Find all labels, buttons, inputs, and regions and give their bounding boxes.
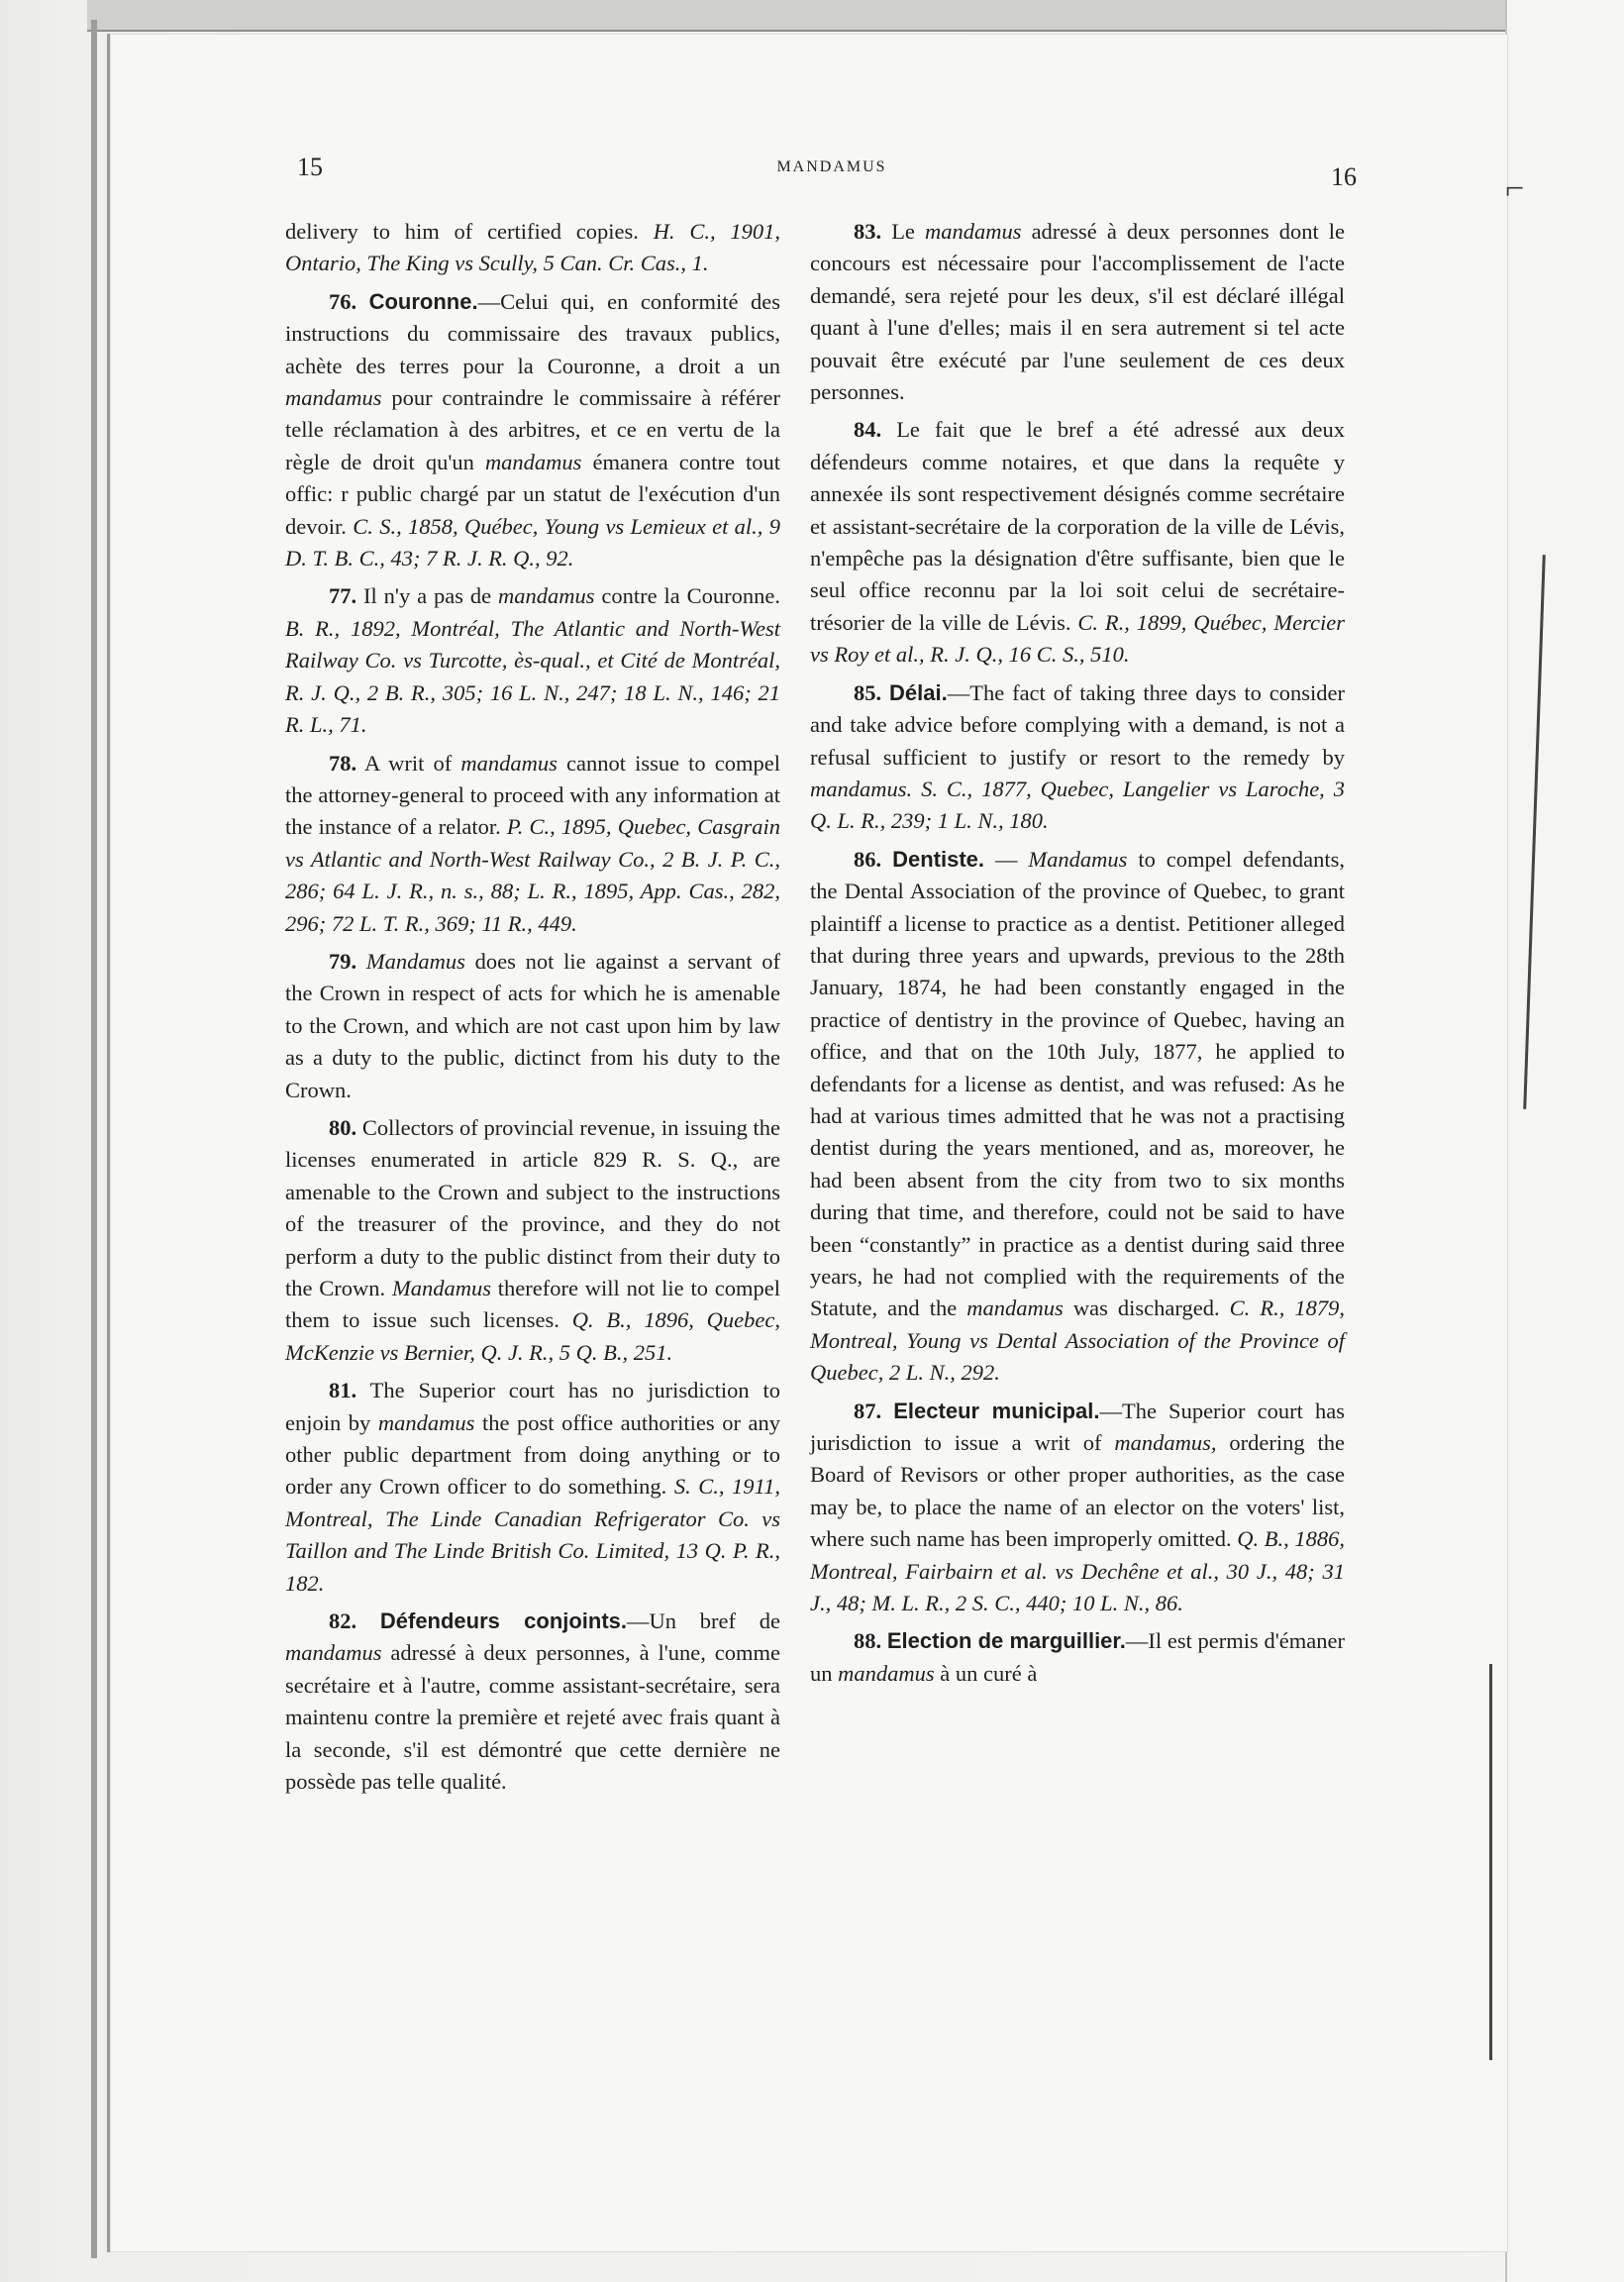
paragraph-text: —Il est permis d'émaner un [810,1628,1345,1686]
paragraph-title: Défendeurs conjoints. [379,1608,628,1634]
paragraph-text: Collectors of provincial revenue, in issuing the licenses enumerated in article 829 R. S. Q., are amenable to the Crown and subject to the instructions of the treasurer of the province, and they do not perform a duty to the public distinct from their duty to the Crown. [285,1114,781,1300]
emphasis: mandamus [377,1409,475,1435]
paragraph-81 [285,1375,780,1600]
citation: C. R., 1899, Québec, Mercier vs Roy et al., R. J. Q., 16 C. S., 510. [810,609,1346,668]
paragraph-text: pour contraindre le commissaire à référer telle réclamation à des arbitres, et ce en vertu de la règle de droit qu'un [285,385,780,474]
citation: H. C., 1901, Ontario, The King vs Scully, 5 Can. Cr. Cas., 1. [285,219,780,276]
paragraph-text: —Celui qui, en conformité des instructions du commissaire des travaux publics, achète des terres pour la Couronne, a droit a un [285,288,780,378]
emphasis: mandamus [497,583,595,609]
paragraph-83 [810,216,1345,408]
paragraph-text: was discharged. [1072,1296,1220,1321]
paragraph-text: Il n'y a pas de [363,583,492,609]
paragraph-number: 85. [854,679,882,705]
paragraph-text: ordering the Board of Revisors or other proper authorities, as the case may be, to place the name of an elector on the voters' list, where such name has been improperly omitted. [810,1430,1346,1552]
citation: C. S., 1858, Québec, Young vs Lemieux et al., 9 D. T. B. C., 43; 7 R. J. R. Q., 92. [285,513,780,571]
paragraph-number: 82. [329,1608,357,1634]
citation: Q. B., 1896, Quebec, McKenzie vs Bernier, Q. J. R., 5 Q. B., 251. [285,1307,780,1365]
paragraph-85 [810,677,1345,838]
scan-right-margin [1505,0,1624,2282]
paragraph-text: does not lie against a servant of the Crown in respect of acts for which he is amenable to the Crown, and which are not cast upon him by law as a duty to the public, dictinct from his duty to the Crown. [285,948,781,1102]
citation: P. C., 1895, Quebec, Casgrain vs Atlantic and North-West Railway Co., 2 B. J. P. C., 286; 64 L. J. R., n. s., 88; L. R., 1895, App. Cas., 282, 296; 72 L. T. R., 369; 11 R., 449. [285,814,780,936]
paragraph-text: Le [891,219,915,244]
emphasis: mandamus [966,1296,1064,1321]
paragraph-number: 86. [854,846,882,872]
scan-top-edge [87,0,1513,32]
page-number-left: 15 [297,153,323,181]
emphasis: mandamus [460,750,558,776]
running-head: MANDAMUS [776,158,887,175]
paragraph-text: contre la Couronne. [601,583,780,609]
paragraph-78 [285,748,780,940]
paragraph-text: Le fait que le bref a été adressé aux deux défendeurs comme notaires, et que dans la requête y annexée ils sont respectivement désignés comme secrétaire et assistant-secrétaire de la corporation de la ville de Lévis, n'empêche pas la désignation d'être suffisante, bien que le seul office reconnu par la loi soit celui de secrétaire-trésorier de la ville de Lévis. [810,417,1346,635]
margin-rule [1489,1664,1492,2060]
right-column [810,216,1345,1696]
paragraph-82 [285,1606,780,1798]
citation: Q. B., 1886, Montreal, Fairbairn et al. vs Dechêne et al., 30 J., 48; 31 J., 48; M. L. R., 2 S. C., 440; 10 L. N., 86. [810,1526,1345,1616]
paragraph-text: émanera contre tout offic: r public chargé par un statut de l'exécution d'un devoir. [285,449,780,539]
paragraph-number: 84. [854,417,882,443]
emphasis: mandamus. [810,776,913,801]
paragraph-number: 88. [854,1628,882,1654]
paragraph-title: Election de marguillier. [886,1628,1126,1654]
citation: S. C., 1911, Montreal, The Linde Canadian Refrigerator Co. vs Taillon and The Linde British Co. Limited, 13 Q. P. R., 182. [285,1474,780,1596]
emphasis: Mandamus [391,1276,491,1300]
paragraph-text: A writ of [364,750,453,776]
paragraph-title: Dentiste. [892,846,984,872]
emphasis: mandamus [285,1640,382,1666]
paragraph-title: Couronne. [368,288,478,314]
paragraph-text: —The fact of taking three days to consider and take advice before complying with a demand, is not a refusal sufficient to justify or resort to the remedy by [810,679,1345,770]
emphasis: mandamus [838,1660,935,1686]
emphasis: mandamus [484,449,582,474]
paragraph-text: delivery to him of certified copies. [285,219,639,244]
paragraph-text: —The Superior court has jurisdiction to issue a writ of [810,1398,1345,1456]
paragraph-dash: — [984,846,1029,872]
page-number-right: 16 [1331,162,1357,191]
page-binding-edge [91,20,97,2258]
paragraph-87 [810,1396,1345,1620]
paragraph-76 [285,286,780,575]
citation: S. C., 1877, Quebec, Langelier vs Laroche, 3 Q. L. R., 239; 1 L. N., 180. [810,776,1345,834]
emphasis: mandamus [924,219,1022,244]
emphasis: mandamus, [1114,1430,1217,1456]
paragraph-title: Electeur municipal. [893,1398,1100,1423]
paragraph-text: therefore will not lie to compel them to issue such licenses. [285,1276,780,1333]
paragraph-77 [285,580,780,741]
paragraph-88 [810,1625,1345,1690]
left-column [285,216,780,1805]
paragraph-text: adressé à deux personnes dont le concours est nécessaire pour l'accomplissement de l'acte demandé, sera rejeté pour les deux, s'il est déclaré illégal quant à l'une d'elles; mais il en sera autrement si tel acte pouvait être exécuté par l'une seulement de ces deux personnes. [810,219,1346,405]
paragraph-number: 78. [329,750,357,776]
margin-mark: ⌐ [1505,170,1525,207]
paragraph-title: Délai. [889,679,948,705]
paragraph-text: to compel defendants, the Dental Association of the province of Quebec, to grant plaintiff a license to practice as a dentist. Petitioner alleged that during three years and upwards, previous to the 28th January, 1874, he had been constantly engaged in the practice of dentistry in the province of Quebec, having an office, and that on the 10th July, 1877, he applied to defendants for a license as dentist, and was refused: As he had at various times admitted that he was not a practising dentist during the years mentioned, and as, moreover, he had been absent from the city from two to six months during that time, and therefore, could not be said to have been “constantly” in practice as a dentist during said three years, he had not complied with the requirements of the Statute, and the [810,846,1346,1321]
paragraph-number: 81. [329,1378,357,1403]
citation: C. R., 1879, Montreal, Young vs Dental Association of the Province of Quebec, 2 L. N., 292. [810,1296,1346,1386]
paragraph-text: —Un bref de [627,1608,780,1634]
paragraph-79 [285,946,780,1106]
paragraph-number: 79. [329,948,357,974]
paragraph-number: 77. [329,583,357,609]
paragraph-84 [810,414,1345,671]
paragraph-number: 80. [329,1114,357,1140]
paragraph-number: 76. [329,288,357,314]
paragraph-text: adressé à deux personnes, à l'une, comme secrétaire et à l'autre, comme assistant-secrétaire, sera maintenu contre la première et rejeté avec frais quant à la seconde, s'il est démontré que cette dernière ne possède pas telle qualité. [285,1640,781,1795]
page-header [297,149,1367,191]
emphasis: mandamus [285,385,382,411]
citation: B. R., 1892, Montréal, The Atlantic and North-West Railway Co. vs Turcotte, ès-qual., et Cité de Montréal, R. J. Q., 2 B. R., 305; 16 L. N., 247; 18 L. N., 146; 21 R. L., 71. [285,615,780,738]
paragraph-86 [810,844,1345,1390]
paragraph-number: 87. [854,1398,882,1423]
emphasis: Mandamus [1028,846,1128,872]
paragraph-text: the post office authorities or any other public department from doing anything or to order any Crown officer to do something. [285,1409,781,1500]
paragraph-80 [285,1112,780,1369]
paragraph-text: cannot issue to compel the attorney-general to proceed with any information at the instance of a relator. [285,750,781,840]
paragraph-text: The Superior court has no jurisdiction to enjoin by [285,1378,780,1435]
emphasis: Mandamus [365,948,465,974]
paragraph-number: 83. [854,219,882,244]
paragraph-continued [285,216,780,280]
paragraph-text: à un curé à [940,1660,1038,1686]
